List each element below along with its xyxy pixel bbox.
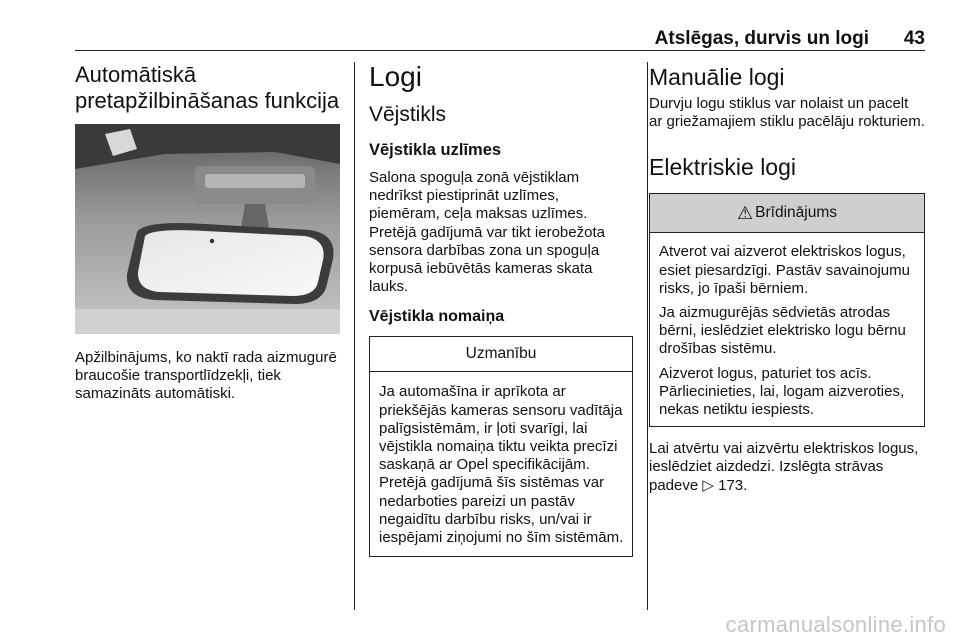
column-divider-2 [647,62,648,610]
windows-title: Logi [369,61,422,92]
column-right [649,62,925,495]
warning-header [650,194,924,233]
warning-text-1: Atverot vai aizverot elektriskos logus, esiet piesardzīgi. Pastāv savainojumu risks, jo īpaši bērniem. [659,243,910,297]
warning-text-3: Aizverot logus, paturiet tos acīs. Pārliecinieties, lai, logam aizveroties, nekas netiktu iespiests. [659,364,905,419]
warning-text-2: Ja aizmugurējās sēdvietās atrodas bērni, ieslēdziet elektrisko logu bērnu drošības sistēmu. [659,304,906,358]
warning-title: Brīdinājums [755,204,837,222]
header-title: Atslēgas, durvis un logi [654,28,869,49]
caution-box [369,336,633,557]
power-windows-text-body: Lai atvērtu vai aizvērtu elektriskos logus, ieslēdziet aizdedzi. Izslēgta strāvas padeve [649,440,919,494]
manual-windows-text: Durvju logu stiklus var nolaist un pacelt ar griežamajiem stiklu pacēlāju rokturiem. [649,95,925,131]
windscreen-stickers-heading: Vējstikla uzlīmes [369,141,502,159]
warning-triangle-icon: ⚠ [737,202,754,223]
column-divider-1 [354,62,355,610]
windscreen-replacement-heading: Vējstikla nomaiņa [369,308,505,326]
page-header [75,26,925,50]
windscreen-heading: Vējstikls [369,103,447,126]
column-middle [369,62,633,557]
header-rule [75,50,925,51]
mirror-photo [75,124,340,334]
auto-dimming-heading: Automātiskā pretapžilbināšanas funkcija [75,62,340,113]
column-left [75,62,340,404]
warning-box [649,193,925,427]
windscreen-stickers-text: Salona spoguļa zonā vējstiklam nedrīkst piestiprināt uzlīmes, piemēram, ceļa maksas uzlīmes. Pretējā gadījumā var tikt ierobežota sensora darbības zona un spoguļa korpusā iebūvētās kameras skata lauks. [369,169,605,296]
page-reference[interactable]: 173. [718,476,748,494]
manual-windows-heading: Manuālie logi [649,64,785,90]
auto-dimming-caption: Apžilbinājums, ko naktī rada aizmugurē braucošie transportlīdzekļi, tiek samazināts automātiski. [75,349,337,403]
page-number: 43 [903,28,925,49]
caution-title: Uzmanību [370,337,632,372]
caution-text: Ja automašīna ir aprīkota ar priekšējās kameras sensoru vadītāja palīgsistēmām, ir ļoti svarīgi, lai vējstikla nomaiņa tiktu veikta precīzi saskaņā ar Opel specifikācijām. Pretējā gadījumā šīs sistēmas var nedarboties pareizi un pastāv negaidītu darbību risks, un/vai ir iespējami ziņojumi no šīm sistēmām. [379,383,624,547]
power-windows-text [649,440,925,495]
page-reference-icon[interactable]: ▷ [702,476,714,494]
watermark: carmanualsonline.info [725,612,946,637]
power-windows-heading: Elektriskie logi [649,154,796,181]
